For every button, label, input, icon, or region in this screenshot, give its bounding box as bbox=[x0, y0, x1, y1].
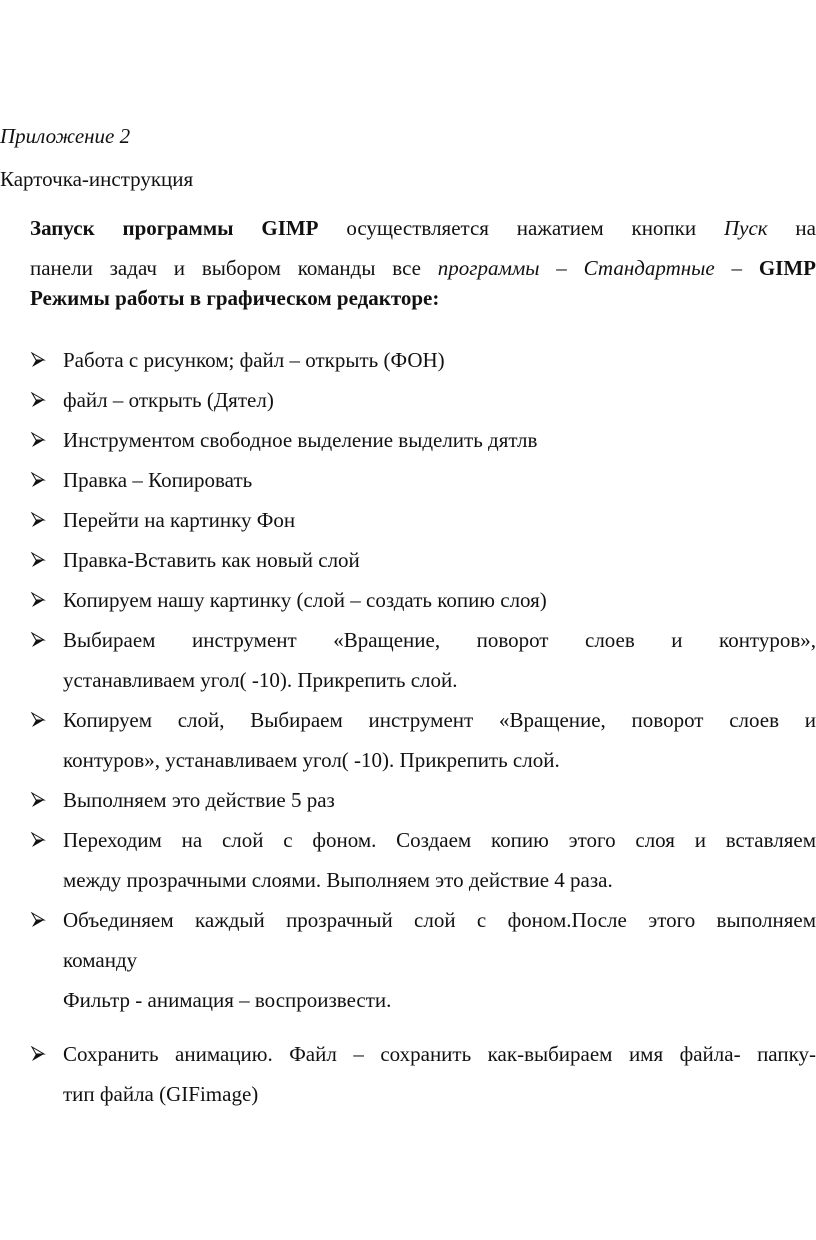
list-item bbox=[30, 700, 816, 780]
list-item bbox=[30, 420, 816, 460]
intro-line2-dash: – bbox=[714, 256, 759, 280]
card-title: Карточка-инструкция bbox=[0, 167, 194, 191]
intro-line2-bold: GIMP bbox=[758, 256, 816, 280]
step-text-continued: между прозрачными слоями. Выполняем это действие 4 раза. bbox=[63, 868, 613, 892]
step-text: Копируем слой, Выбираем инструмент «Вращение, поворот слоев и bbox=[63, 708, 816, 732]
arrow-bullet-icon bbox=[30, 900, 50, 940]
list-item bbox=[30, 820, 816, 900]
arrow-bullet-icon bbox=[30, 1034, 50, 1074]
step-text: Сохранить анимацию. Файл – сохранить как-выбираем имя файла- папку- bbox=[63, 1042, 816, 1066]
step-text: Правка – Копировать bbox=[63, 468, 253, 492]
list-item bbox=[30, 1034, 816, 1114]
intro-line-1 bbox=[30, 208, 816, 248]
step-text: Выполняем это действие 5 раз bbox=[63, 788, 335, 812]
intro-line2-text: панели задач и выбором команды все bbox=[30, 256, 438, 280]
step-text-filter: Фильтр - анимация – воспроизвести. bbox=[63, 988, 392, 1012]
step-text-continued: команду bbox=[63, 948, 138, 972]
arrow-bullet-icon bbox=[30, 500, 50, 540]
step-text-continued: устанавливаем угол( -10). Прикрепить слой. bbox=[63, 668, 458, 692]
arrow-bullet-icon bbox=[30, 340, 50, 380]
arrow-bullet-icon bbox=[30, 420, 50, 460]
step-text: Работа с рисунком; файл – открыть (ФОН) bbox=[63, 348, 445, 372]
list-item bbox=[30, 500, 816, 540]
step-text: Перейти на картинку Фон bbox=[63, 508, 296, 532]
intro-bold-start: Запуск программы GIMP bbox=[30, 216, 319, 240]
list-item bbox=[30, 460, 816, 500]
arrow-bullet-icon bbox=[30, 780, 50, 820]
arrow-bullet-icon bbox=[30, 620, 50, 660]
list-item bbox=[30, 580, 816, 620]
arrow-bullet-icon bbox=[30, 700, 50, 740]
step-text-continued: тип файла (GIFimage) bbox=[63, 1082, 259, 1106]
steps-list bbox=[30, 340, 816, 1114]
list-item bbox=[30, 900, 816, 1020]
step-text: Правка-Вставить как новый слой bbox=[63, 548, 360, 572]
step-text: Инструментом свободное выделение выделить дятлв bbox=[63, 428, 538, 452]
arrow-bullet-icon bbox=[30, 380, 50, 420]
intro-text-1: осуществляется нажатием кнопки bbox=[318, 216, 724, 240]
modes-title: Режимы работы в графическом редакторе: bbox=[30, 286, 440, 310]
intro-italic-start: Пуск bbox=[723, 216, 768, 240]
intro-line2-italic: программы – Стандартные bbox=[437, 256, 715, 280]
intro-line-2 bbox=[30, 248, 816, 288]
step-text: Переходим на слой с фоном. Создаем копию этого слоя и вставляем bbox=[63, 828, 816, 852]
arrow-bullet-icon bbox=[30, 820, 50, 860]
arrow-bullet-icon bbox=[30, 580, 50, 620]
list-item bbox=[30, 340, 816, 380]
intro-paragraph bbox=[30, 208, 816, 288]
arrow-bullet-icon bbox=[30, 540, 50, 580]
step-text: Копируем нашу картинку (слой – создать копию слоя) bbox=[63, 588, 547, 612]
list-item bbox=[30, 620, 816, 700]
step-text-continued: контуров», устанавливаем угол( -10). Прикрепить слой. bbox=[63, 748, 560, 772]
step-text: Выбираем инструмент «Вращение, поворот слоев и контуров», bbox=[63, 628, 816, 652]
list-item bbox=[30, 380, 816, 420]
appendix-label: Приложение 2 bbox=[0, 124, 131, 148]
arrow-bullet-icon bbox=[30, 460, 50, 500]
step-text: файл – открыть (Дятел) bbox=[63, 388, 274, 412]
intro-text-2: на bbox=[767, 216, 816, 240]
list-item bbox=[30, 540, 816, 580]
list-item bbox=[30, 780, 816, 820]
step-text: Объединяем каждый прозрачный слой с фоном.После этого выполняем bbox=[63, 908, 816, 932]
